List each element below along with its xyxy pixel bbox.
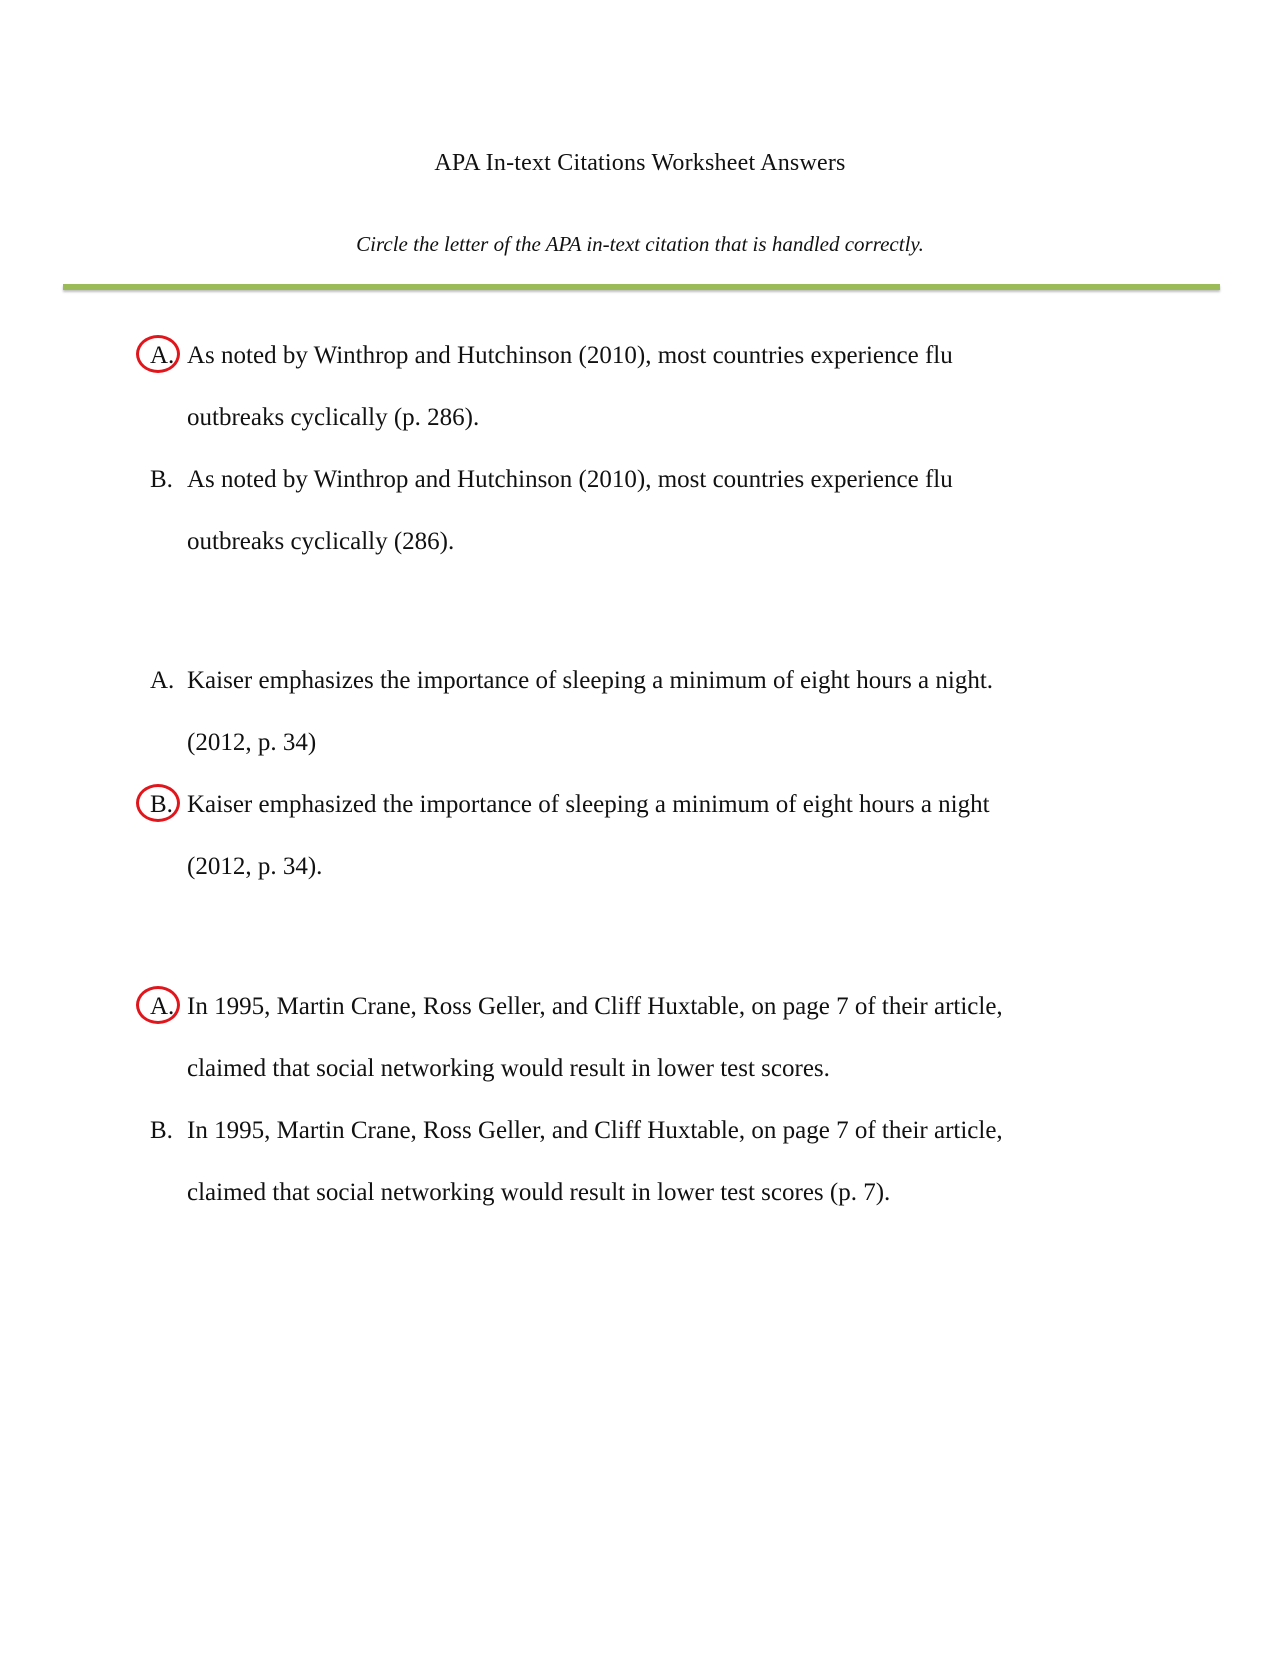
option-text-line1: Kaiser emphasized the importance of sleeping a minimum of eight hours a night (187, 791, 990, 818)
option-text-line2: claimed that social networking would result in lower test scores. (187, 1055, 830, 1082)
option-2a[interactable] (0, 650, 1280, 774)
divider (63, 284, 1220, 290)
question-2 (0, 650, 1280, 898)
option-text-line1: As noted by Winthrop and Hutchinson (2010), most countries experience flu (187, 466, 953, 493)
option-text-line2: (2012, p. 34) (187, 729, 317, 756)
option-text-line2: outbreaks cyclically (p. 286). (187, 404, 480, 431)
option-3a[interactable] (0, 976, 1280, 1100)
instructions: Circle the letter of the APA in-text citation that is handled correctly. (356, 232, 924, 256)
option-letter: A. (150, 993, 175, 1020)
option-text-line1: Kaiser emphasizes the importance of sleeping a minimum of eight hours a night. (187, 667, 994, 694)
option-letter: B. (150, 1117, 173, 1144)
page-title: APA In-text Citations Worksheet Answers (434, 150, 846, 176)
option-text-line1: As noted by Winthrop and Hutchinson (2010), most countries experience flu (187, 342, 953, 369)
option-letter: A. (150, 667, 175, 694)
option-text-line1: In 1995, Martin Crane, Ross Geller, and Cliff Huxtable, on page 7 of their article, (187, 1117, 1003, 1144)
question-1 (0, 325, 1280, 573)
option-letter: B. (150, 791, 173, 818)
option-letter: A. (150, 342, 175, 369)
option-text-line2: (2012, p. 34). (187, 853, 323, 880)
option-1a[interactable] (0, 325, 1280, 449)
option-2b[interactable] (0, 774, 1280, 898)
option-text-line2: claimed that social networking would result in lower test scores (p. 7). (187, 1179, 891, 1206)
option-text-line2: outbreaks cyclically (286). (187, 528, 455, 555)
option-3b[interactable] (0, 1100, 1280, 1224)
option-letter: B. (150, 466, 173, 493)
option-1b[interactable] (0, 449, 1280, 573)
question-3 (0, 976, 1280, 1224)
option-text-line1: In 1995, Martin Crane, Ross Geller, and Cliff Huxtable, on page 7 of their article, (187, 993, 1003, 1020)
